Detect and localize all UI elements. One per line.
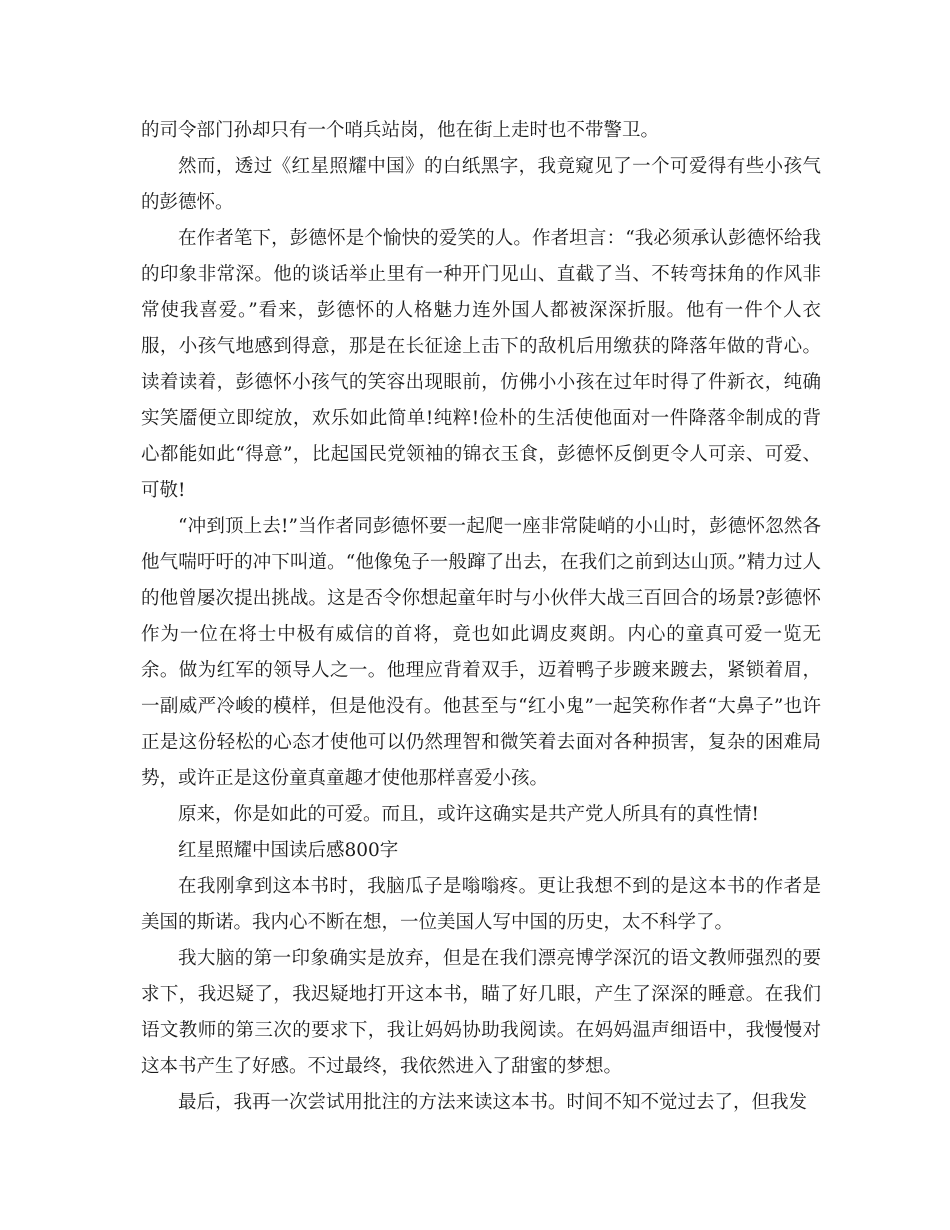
document-body (141, 113, 821, 1121)
paragraph-continuation: 的司令部门孙却只有一个哨兵站岗，他在街上走时也不带警卫。 (141, 120, 660, 141)
paragraph: 原来，你是如此的可爱。而且，或许这确实是共产党人所具有的真性情! (178, 804, 759, 825)
paragraph: 最后，我再一次尝试用批注的方法来读这本书。时间不知不觉过去了，但我发 (178, 1092, 808, 1113)
paragraph: “冲到顶上去!”当作者同彭德怀要一起爬一座非常陡峭的小山时，彭德怀忽然各他气喘吁吁的冲下叫道。“他像兔子一般蹿了出去，在我们之前到达山顶。”精力过人的他曾屡次提出挑战。这是否令你想起童年时与小伙伴大战三百回合的场景?彭德怀作为一位在将士中极有威信的首将，竟也如此调皮爽朗。内心的童真可爱一览无余。做为红军的领导人之一。他理应背着双手，迈着鸭子步踱来踱去，紧锁着眉，一副威严冷峻的模样，但是他没有。他甚至与“红小鬼”一起笑称作者“大鼻子”也许正是这份轻松的心态才使他可以仍然理智和微笑着去面对各种损害，复杂的困难局势，或许正是这份童真童趣才使他那样喜爱小孩。 (141, 516, 821, 789)
paragraph: 在我刚拿到这本书时，我脑瓜子是嗡嗡疼。更让我想不到的是这本书的作者是美国的斯诺。我内心不断在想，一位美国人写中国的历史，太不科学了。 (141, 876, 821, 933)
paragraph: 然而，透过《红星照耀中国》的白纸黑字，我竟窥见了一个可爱得有些小孩气的彭德怀。 (141, 156, 821, 213)
paragraph: 在作者笔下，彭德怀是个愉快的爱笑的人。作者坦言：“我必须承认彭德怀给我的印象非常深。他的谈话举止里有一种开门见山、直截了当、不转弯抹角的作风非常使我喜爱。”看来，彭德怀的人格魅力连外国人都被深深折服。他有一件个人衣服，小孩气地感到得意，那是在长征途上击下的敌机后用缴获的降落年做的背心。读着读着，彭德怀小孩气的笑容出现眼前，仿佛小小孩在过年时得了件新衣，纯确实笑靥便立即绽放，欢乐如此简单!纯粹!俭朴的生活使他面对一件降落伞制成的背心都能如此“得意”，比起国民党领袖的锦衣玉食，彭德怀反倒更令人可亲、可爱、可敬! (141, 228, 821, 501)
section-heading: 红星照耀中国读后感800字 (178, 840, 399, 861)
paragraph: 我大脑的第一印象确实是放弃，但是在我们漂亮博学深沉的语文教师强烈的要求下，我迟疑了，我迟疑地打开这本书，瞄了好几眼，产生了深深的睡意。在我们语文教师的第三次的要求下，我让妈妈协助我阅读。在妈妈温声细语中，我慢慢对这本书产生了好感。不过最终，我依然进入了甜蜜的梦想。 (141, 948, 821, 1077)
